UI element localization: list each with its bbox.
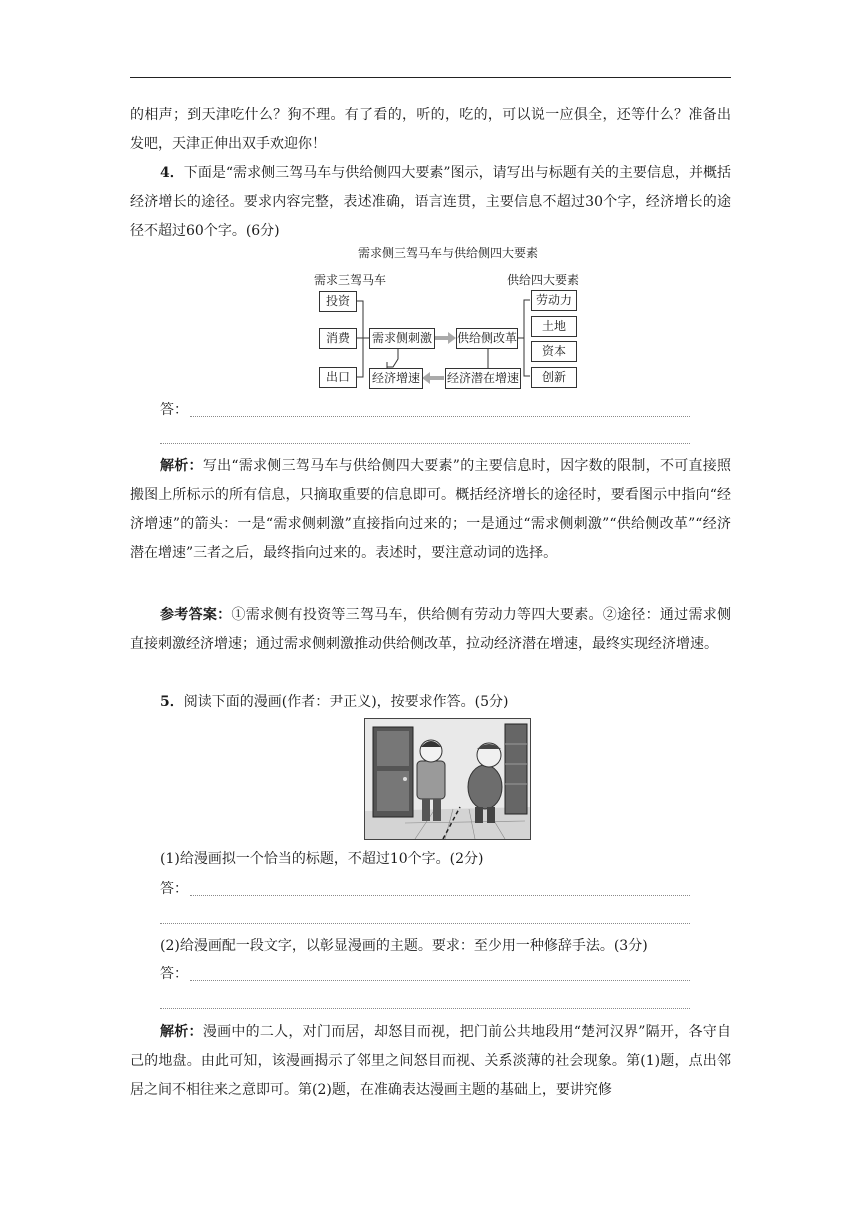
demand-item-consumption: 消费 xyxy=(319,328,357,349)
question-5-sub-2: (2)给漫画配一段文字，以彰显漫画的主题。要求：至少用一种修辞手法。(3分) xyxy=(160,938,648,954)
question-5 xyxy=(130,688,731,717)
comic-illustration xyxy=(364,718,531,840)
growth-box: 经济增速 xyxy=(369,368,423,389)
reference-label: 参考答案： xyxy=(160,607,232,623)
question-4-reference-answer xyxy=(130,601,731,659)
supply-item-land: 土地 xyxy=(531,316,577,337)
supply-item-labor: 劳动力 xyxy=(531,290,577,311)
comic-drawing xyxy=(365,719,530,839)
demand-stimulus-box: 需求侧刺激 xyxy=(369,328,435,349)
question-4-answer-line[interactable] xyxy=(160,401,690,419)
question-5-2-answer-line[interactable] xyxy=(160,965,690,983)
answer-label: 答： xyxy=(160,966,188,982)
supply-item-innovation: 创新 xyxy=(531,367,577,388)
question-5-1-answer-line[interactable] xyxy=(160,880,690,898)
supply-item-capital: 资本 xyxy=(531,341,577,362)
reference-text: ①需求侧有投资等三驾马车，供给侧有劳动力等四大要素。②途径：通过需求侧直接刺激经济增速；通过需求侧刺激推动供给侧改革，拉动经济潜在增速，最终实现经济增速。 xyxy=(130,607,732,652)
question-5-text: 阅读下面的漫画(作者：尹正义)，按要求作答。(5分) xyxy=(183,694,509,710)
question-5-sub-1: (1)给漫画拟一个恰当的标题，不超过10个字。(2分) xyxy=(160,851,484,867)
question-4 xyxy=(130,159,731,246)
potential-growth-box: 经济潜在增速 xyxy=(445,368,521,389)
diagram-title: 需求侧三驾马车与供给侧四大要素 xyxy=(357,246,538,260)
question-5-number: 5． xyxy=(160,694,184,710)
diagram-right-heading: 供给四大要素 xyxy=(507,273,580,287)
answer-writing-line[interactable] xyxy=(190,416,690,417)
header-rule xyxy=(130,77,731,78)
question-5-analysis xyxy=(130,1018,731,1105)
continuation-paragraph: 的相声；到天津吃什么？狗不理。有了看的，听的，吃的，可以说一应俱全，还等什么？准备出发吧，天津正伸出双手欢迎你！ xyxy=(130,107,731,152)
question-5-1-answer-line-2[interactable] xyxy=(160,923,690,924)
supply-reform-box: 供给侧改革 xyxy=(456,328,518,349)
analysis-label: 解析： xyxy=(160,1024,203,1040)
answer-label: 答： xyxy=(160,402,188,418)
answer-label: 答： xyxy=(160,881,188,897)
question-4-analysis xyxy=(130,452,731,568)
answer-writing-line[interactable] xyxy=(190,980,690,981)
demand-item-export: 出口 xyxy=(319,367,357,388)
supply-demand-diagram xyxy=(313,246,583,394)
analysis-label: 解析： xyxy=(160,458,203,474)
answer-writing-line[interactable] xyxy=(190,895,690,896)
analysis-text: 写出“需求侧三驾马车与供给侧四大要素”的主要信息时，因字数的限制，不可直接照搬图上所标示的所有信息，只摘取重要的信息即可。概括经济增长的途径时，要看图示中指向“经济增速”的箭头：一是“需求侧刺激”直接指向过来的；一是通过“需求侧刺激”“供给侧改革”“经济潜在增速”三者之后，最终指向过来的。表述时，要注意动词的选择。 xyxy=(130,458,732,561)
analysis-text: 漫画中的二人，对门而居，却怒目而视，把门前公共地段用“楚河汉界”隔开，各守自己的地盘。由此可知，该漫画揭示了邻里之间怒目而视、关系淡薄的社会现象。第(1)题，点出邻居之间不相往来之意即可。第(2)题，在准确表达漫画主题的基础上，要讲究修 xyxy=(130,1024,732,1098)
question-4-text: 下面是“需求侧三驾马车与供给侧四大要素”图示，请写出与标题有关的主要信息，并概括经济增长的途径。要求内容完整，表述准确，语言连贯，主要信息不超过30个字，经济增长的途径不超过60个字。(6分) xyxy=(130,165,732,239)
question-5-2-answer-line-2[interactable] xyxy=(160,1008,690,1009)
question-4-answer-line-2[interactable] xyxy=(160,443,690,444)
question-4-number: 4． xyxy=(160,165,184,181)
diagram-left-heading: 需求三驾马车 xyxy=(314,273,387,287)
demand-item-investment: 投资 xyxy=(319,291,357,312)
